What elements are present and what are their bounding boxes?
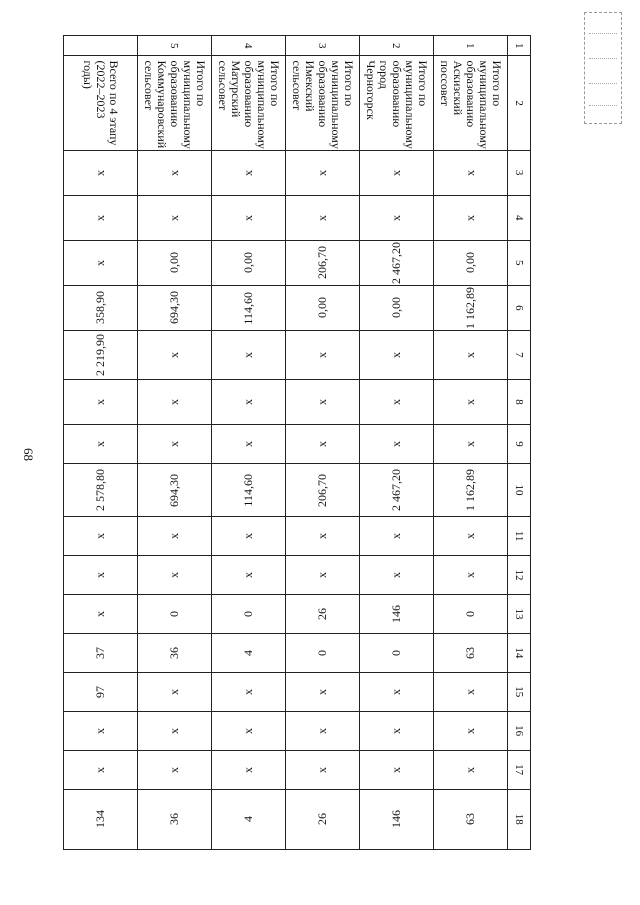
- cell-value: x: [93, 169, 107, 176]
- table-cell-col-13: [64, 594, 138, 633]
- table-row: [64, 36, 138, 850]
- cell-value: 1 162,89: [463, 286, 477, 329]
- table-cell-col-4: [360, 195, 434, 240]
- table-cell-col-8: [138, 379, 212, 424]
- table-cell-col-10: [212, 463, 286, 516]
- table-cell-col-5: [64, 240, 138, 285]
- table-cell-col-7: [434, 330, 508, 379]
- municipality-name: Всего по 4 этапу (2022–2023 годы): [64, 56, 138, 150]
- table-cell-col-8: [434, 379, 508, 424]
- table-cell-col-16: [212, 711, 286, 750]
- column-number-14: 14: [508, 633, 531, 672]
- table-cell-col-13: [434, 594, 508, 633]
- cell-value: 0: [241, 610, 255, 617]
- cell-value: x: [389, 766, 403, 773]
- table-cell-col-8: [360, 379, 434, 424]
- table-cell-col-12: [64, 556, 138, 595]
- cell-value: 2 467,20: [389, 469, 403, 512]
- table-cell-col-8: [212, 379, 286, 424]
- page-number: 68: [21, 448, 36, 461]
- cell-value: x: [315, 766, 329, 773]
- table-cell-col-8: [286, 379, 360, 424]
- table-cell-col-5: [212, 240, 286, 285]
- archive-stamp: [584, 12, 622, 124]
- cell-value: x: [93, 214, 107, 221]
- rotated-table-container: [81, 35, 531, 850]
- table-cell-col-14: [212, 633, 286, 672]
- table-cell-col-13: [212, 594, 286, 633]
- table-cell-col-10: [434, 463, 508, 516]
- table-cell-col-16: [434, 711, 508, 750]
- table-cell-col-6: [64, 285, 138, 330]
- column-number-9: 9: [508, 425, 531, 464]
- column-number-3: 3: [508, 150, 531, 195]
- cell-value: x: [389, 727, 403, 734]
- cell-value: x: [389, 351, 403, 358]
- cell-value: x: [389, 214, 403, 221]
- cell-value: 0: [463, 610, 477, 617]
- table-cell-col-3: [434, 150, 508, 195]
- table-cell-col-11: [212, 517, 286, 556]
- column-number-17: 17: [508, 750, 531, 789]
- table-cell-col-4: [212, 195, 286, 240]
- table-cell-col-14: [286, 633, 360, 672]
- cell-value: x: [241, 214, 255, 221]
- cell-value: x: [167, 533, 181, 540]
- table-row: [138, 36, 212, 850]
- table-cell-col-17: [138, 750, 212, 789]
- table-cell-col-9: [138, 425, 212, 464]
- cell-value: x: [241, 572, 255, 579]
- cell-value: x: [463, 399, 477, 405]
- cell-value: 114,60: [241, 473, 255, 507]
- table-cell-col-6: [138, 285, 212, 330]
- cell-value: x: [463, 727, 477, 734]
- cell-value: 694,30: [167, 291, 181, 325]
- cell-value: x: [463, 688, 477, 695]
- table-cell-col-3: [212, 150, 286, 195]
- cell-value: x: [315, 440, 329, 447]
- table-cell-col-16: [360, 711, 434, 750]
- table-cell-col-12: [212, 556, 286, 595]
- cell-value: x: [389, 572, 403, 579]
- cell-value: x: [315, 169, 329, 176]
- cell-value: x: [463, 169, 477, 176]
- cell-value: 1 162,89: [463, 469, 477, 512]
- municipality-name: Итого по муниципальному образованию Коммунаровский сельсовет: [138, 56, 212, 150]
- table-cell-col-7: [138, 330, 212, 379]
- cell-value: 206,70: [315, 246, 329, 280]
- column-number-4: 4: [508, 195, 531, 240]
- table-cell-col-13: [360, 594, 434, 633]
- cell-value: x: [93, 766, 107, 773]
- table-cell-col-16: [286, 711, 360, 750]
- cell-value: x: [315, 533, 329, 540]
- cell-value: x: [463, 533, 477, 540]
- table-cell-col-3: [138, 150, 212, 195]
- table-cell-col-17: [212, 750, 286, 789]
- cell-value: x: [167, 214, 181, 221]
- cell-value: x: [241, 440, 255, 447]
- cell-value: x: [241, 533, 255, 540]
- row-number: [64, 36, 138, 56]
- cell-value: 114,60: [241, 291, 255, 325]
- cell-value: x: [315, 688, 329, 695]
- table-cell-col-15: [360, 672, 434, 711]
- cell-value: 146: [389, 604, 403, 623]
- table-cell-col-7: [64, 330, 138, 379]
- cell-value: 97: [93, 685, 107, 698]
- table-cell-col-12: [138, 556, 212, 595]
- table-cell-col-9: [286, 425, 360, 464]
- cell-value: 63: [463, 646, 477, 659]
- cell-value: 134: [93, 810, 107, 829]
- table-cell-col-5: [434, 240, 508, 285]
- resettlement-table: [63, 35, 531, 850]
- cell-value: 0,00: [389, 297, 403, 319]
- table-cell-col-17: [434, 750, 508, 789]
- cell-value: x: [315, 572, 329, 579]
- cell-value: x: [315, 351, 329, 358]
- column-number-10: 10: [508, 463, 531, 516]
- cell-value: 146: [389, 810, 403, 829]
- cell-value: x: [167, 688, 181, 695]
- table-row: [286, 36, 360, 850]
- cell-value: x: [167, 399, 181, 405]
- table-cell-col-7: [286, 330, 360, 379]
- table-cell-col-5: [138, 240, 212, 285]
- cell-value: 36: [167, 813, 181, 826]
- table-cell-col-4: [434, 195, 508, 240]
- table-cell-col-12: [434, 556, 508, 595]
- cell-value: 2 467,20: [389, 241, 403, 284]
- cell-value: x: [93, 727, 107, 734]
- cell-value: x: [167, 351, 181, 358]
- table-cell-col-11: [64, 517, 138, 556]
- cell-value: x: [93, 610, 107, 617]
- cell-value: 0,00: [463, 252, 477, 274]
- cell-value: x: [463, 351, 477, 358]
- table-cell-col-11: [138, 517, 212, 556]
- row-number: 5: [138, 36, 212, 56]
- table-cell-col-7: [360, 330, 434, 379]
- table-cell-col-12: [360, 556, 434, 595]
- table-cell-col-14: [360, 633, 434, 672]
- table-cell-col-5: [286, 240, 360, 285]
- table-cell-col-4: [286, 195, 360, 240]
- table-cell-col-14: [64, 633, 138, 672]
- table-cell-col-3: [286, 150, 360, 195]
- cell-value: x: [389, 399, 403, 405]
- table-cell-col-9: [212, 425, 286, 464]
- municipality-name: Итого по муниципальному образованию Имекский сельсовет: [286, 56, 360, 150]
- table-cell-col-17: [64, 750, 138, 789]
- cell-value: x: [167, 440, 181, 447]
- cell-value: x: [93, 399, 107, 405]
- cell-value: 2 219,90: [93, 333, 107, 376]
- table-header-row: [508, 36, 531, 850]
- table-cell-col-14: [434, 633, 508, 672]
- table-cell-col-6: [434, 285, 508, 330]
- cell-value: x: [241, 169, 255, 176]
- table-cell-col-6: [286, 285, 360, 330]
- column-number-5: 5: [508, 240, 531, 285]
- column-number-15: 15: [508, 672, 531, 711]
- cell-value: 4: [241, 816, 255, 823]
- column-number-1: 1: [508, 36, 531, 56]
- table-cell-col-6: [212, 285, 286, 330]
- cell-value: 37: [93, 646, 107, 659]
- table-cell-col-13: [138, 594, 212, 633]
- table-cell-col-7: [212, 330, 286, 379]
- cell-value: 4: [241, 649, 255, 656]
- table-cell-col-14: [138, 633, 212, 672]
- table-cell-col-10: [360, 463, 434, 516]
- table-cell-col-18: [138, 789, 212, 849]
- cell-value: x: [93, 259, 107, 266]
- cell-value: x: [241, 766, 255, 773]
- cell-value: 694,30: [167, 473, 181, 507]
- row-number: 1: [434, 36, 508, 56]
- table-cell-col-4: [138, 195, 212, 240]
- table-cell-col-15: [138, 672, 212, 711]
- cell-value: x: [93, 572, 107, 579]
- cell-value: x: [241, 351, 255, 358]
- table-cell-col-3: [360, 150, 434, 195]
- table-cell-col-9: [434, 425, 508, 464]
- table-cell-col-18: [360, 789, 434, 849]
- cell-value: x: [167, 572, 181, 579]
- cell-value: 26: [315, 607, 329, 620]
- cell-value: x: [315, 727, 329, 734]
- cell-value: 206,70: [315, 473, 329, 507]
- table-cell-col-11: [286, 517, 360, 556]
- table-cell-col-10: [138, 463, 212, 516]
- table-cell-col-9: [64, 425, 138, 464]
- row-number: 3: [286, 36, 360, 56]
- table-cell-col-15: [64, 672, 138, 711]
- cell-value: x: [389, 688, 403, 695]
- table-cell-col-12: [286, 556, 360, 595]
- cell-value: x: [167, 727, 181, 734]
- table-cell-col-13: [286, 594, 360, 633]
- column-number-6: 6: [508, 285, 531, 330]
- cell-value: x: [241, 688, 255, 695]
- cell-value: x: [167, 169, 181, 176]
- table-cell-col-11: [434, 517, 508, 556]
- table-cell-col-18: [434, 789, 508, 849]
- cell-value: x: [241, 727, 255, 734]
- table-row: [434, 36, 508, 850]
- cell-value: x: [389, 440, 403, 447]
- cell-value: x: [93, 440, 107, 447]
- table-cell-col-17: [286, 750, 360, 789]
- table-cell-col-18: [286, 789, 360, 849]
- table-cell-col-17: [360, 750, 434, 789]
- column-number-8: 8: [508, 379, 531, 424]
- cell-value: 358,90: [93, 291, 107, 325]
- cell-value: 36: [167, 646, 181, 659]
- table-cell-col-9: [360, 425, 434, 464]
- cell-value: 0: [389, 649, 403, 656]
- table-cell-col-4: [64, 195, 138, 240]
- cell-value: x: [315, 214, 329, 221]
- table-cell-col-5: [360, 240, 434, 285]
- table-cell-col-15: [434, 672, 508, 711]
- table-cell-col-18: [212, 789, 286, 849]
- cell-value: 0: [167, 610, 181, 617]
- column-number-12: 12: [508, 556, 531, 595]
- table-cell-col-3: [64, 150, 138, 195]
- column-number-2: 2: [508, 56, 531, 150]
- cell-value: 0,00: [241, 252, 255, 274]
- cell-value: x: [389, 169, 403, 176]
- table-cell-col-10: [286, 463, 360, 516]
- column-number-18: 18: [508, 789, 531, 849]
- table-cell-col-11: [360, 517, 434, 556]
- cell-value: 63: [463, 813, 477, 826]
- column-number-13: 13: [508, 594, 531, 633]
- row-number: 2: [360, 36, 434, 56]
- cell-value: x: [389, 533, 403, 540]
- table-cell-col-15: [212, 672, 286, 711]
- table-cell-col-8: [64, 379, 138, 424]
- cell-value: x: [463, 766, 477, 773]
- cell-value: x: [167, 766, 181, 773]
- cell-value: 26: [315, 813, 329, 826]
- cell-value: x: [463, 572, 477, 579]
- cell-value: x: [463, 440, 477, 447]
- table-row: [212, 36, 286, 850]
- municipality-name: Итого по муниципальному образованию город Черногорск: [360, 56, 434, 150]
- column-number-7: 7: [508, 330, 531, 379]
- table-cell-col-6: [360, 285, 434, 330]
- table-cell-col-15: [286, 672, 360, 711]
- row-number: 4: [212, 36, 286, 56]
- cell-value: 2 578,80: [93, 469, 107, 512]
- cell-value: x: [241, 399, 255, 405]
- table-cell-col-16: [138, 711, 212, 750]
- column-number-16: 16: [508, 711, 531, 750]
- table-row: [360, 36, 434, 850]
- cell-value: 0,00: [315, 297, 329, 319]
- municipality-name: Итого по муниципальному образованию Матурский сельсовет: [212, 56, 286, 150]
- cell-value: 0: [315, 649, 329, 656]
- cell-value: x: [93, 533, 107, 540]
- cell-value: x: [463, 214, 477, 221]
- table-cell-col-18: [64, 789, 138, 849]
- cell-value: 0,00: [167, 252, 181, 274]
- municipality-name: Итого по муниципальному образованию Аскизский поссовет: [434, 56, 508, 150]
- table-cell-col-10: [64, 463, 138, 516]
- column-number-11: 11: [508, 517, 531, 556]
- table-cell-col-16: [64, 711, 138, 750]
- cell-value: x: [315, 399, 329, 405]
